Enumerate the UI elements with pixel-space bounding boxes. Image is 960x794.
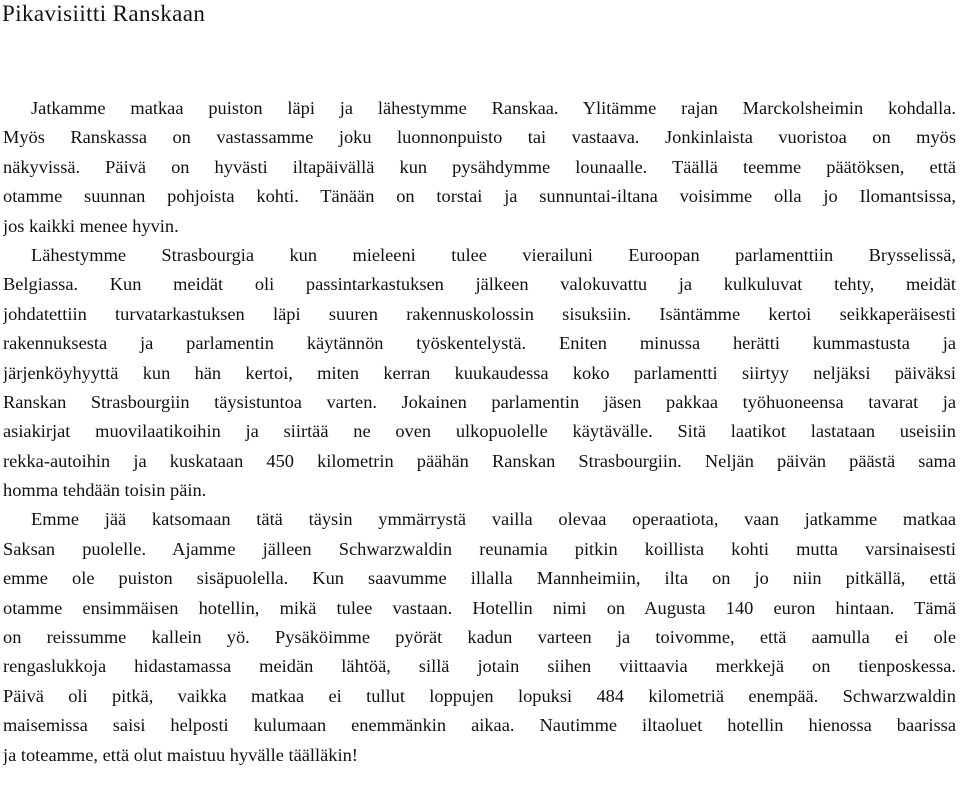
text-line: Myös Ranskassa on vastassamme joku luonnonpuisto tai vastaava. Jonkinlaista vuoristoa on myös: [3, 127, 956, 148]
text-line: rengaslukkoja hidastamassa meidän lähtöä, sillä jotain siihen viittaavia merkkejä on tienposkessa.: [3, 656, 956, 677]
text-line: Päivä oli pitkä, vaikka matkaa ei tullut loppujen lopuksi 484 kilometriä enempää. Schwarzwaldin: [3, 685, 956, 706]
text-line: jos kaikki menee hyvin.: [3, 215, 179, 236]
text-line: asiakirjat muovilaatikoihin ja siirtää ne oven ulkopuolelle käytävälle. Sitä laatikot lastataan useisiin: [3, 421, 956, 442]
text-line: Jatkamme matkaa puiston läpi ja lähestymme Ranskaa. Ylitämme rajan Marckolsheimin kohdalla.: [31, 98, 956, 118]
text-line: on reissumme kallein yö. Pysäköimme pyörät kadun varteen ja toivomme, että aamulla ei ole: [3, 627, 956, 648]
text-line: Lähestymme Strasbourgia kun mieleeni tulee vierailuni Euroopan parlamenttiin Brysselissä,: [31, 244, 956, 265]
text-line: emme ole puiston sisäpuolella. Kun saavumme illalla Mannheimiin, ilta on jo niin pitkällä, että: [3, 568, 956, 589]
text-line: otamme ensimmäisen hotellin, mikä tulee vastaan. Hotellin nimi on Augusta 140 euron hintaan. Tämä: [3, 597, 956, 618]
text-line: ja toteamme, että olut maistuu hyvälle täälläkin!: [3, 744, 358, 765]
text-line: rakennuksesta ja parlamentin käytännön työskentelystä. Eniten minussa herätti kummastusta ja: [3, 333, 956, 354]
article-body: [3, 94, 956, 770]
text-line: Saksan puolelle. Ajamme jälleen Schwarzwaldin reunamia pitkin koillista kohti mutta varsinaisesti: [3, 538, 956, 559]
page-title: Pikavisiitti Ranskaan: [2, 1, 206, 26]
text-line: rekka-autoihin ja kuskataan 450 kilometrin päähän Ranskan Strasbourgiin. Neljän päivän päästä sama: [3, 450, 956, 471]
text-line: Emme jää katsomaan tätä täysin ymmärrystä vailla olevaa operaatiota, vaan jatkamme matkaa: [31, 509, 956, 530]
text-line: homma tehdään toisin päin.: [3, 480, 207, 501]
text-line: maisemissa saisi helposti kulumaan enemmänkin aikaa. Nautimme iltaoluet hotellin hienossa baarissa: [3, 715, 956, 736]
text-line: näkyvissä. Päivä on hyvästi iltapäivällä kun pysähdymme lounaalle. Täällä teemme päätöksen, että: [3, 156, 956, 177]
text-line: otamme suunnan pohjoista kohti. Tänään on torstai ja sunnuntai-iltana voisimme olla jo Ilomantsissa,: [3, 186, 956, 207]
text-line: johdatettiin turvatarkastuksen läpi suuren rakennuskolossin sisuksiin. Isäntämme kertoi seikkaperäisesti: [3, 303, 956, 324]
text-line: järjenköyhyyttä kun hän kertoi, miten kerran kuukaudessa koko parlamentti siirtyy neljäksi päiväksi: [3, 362, 956, 383]
text-line: Belgiassa. Kun meidät oli passintarkastuksen jälkeen valokuvattu ja kulkuluvat tehty, meidät: [3, 274, 956, 295]
text-line: Ranskan Strasbourgiin täysistuntoa varten. Jokainen parlamentin jäsen pakkaa työhuoneensa tavarat ja: [3, 391, 956, 412]
